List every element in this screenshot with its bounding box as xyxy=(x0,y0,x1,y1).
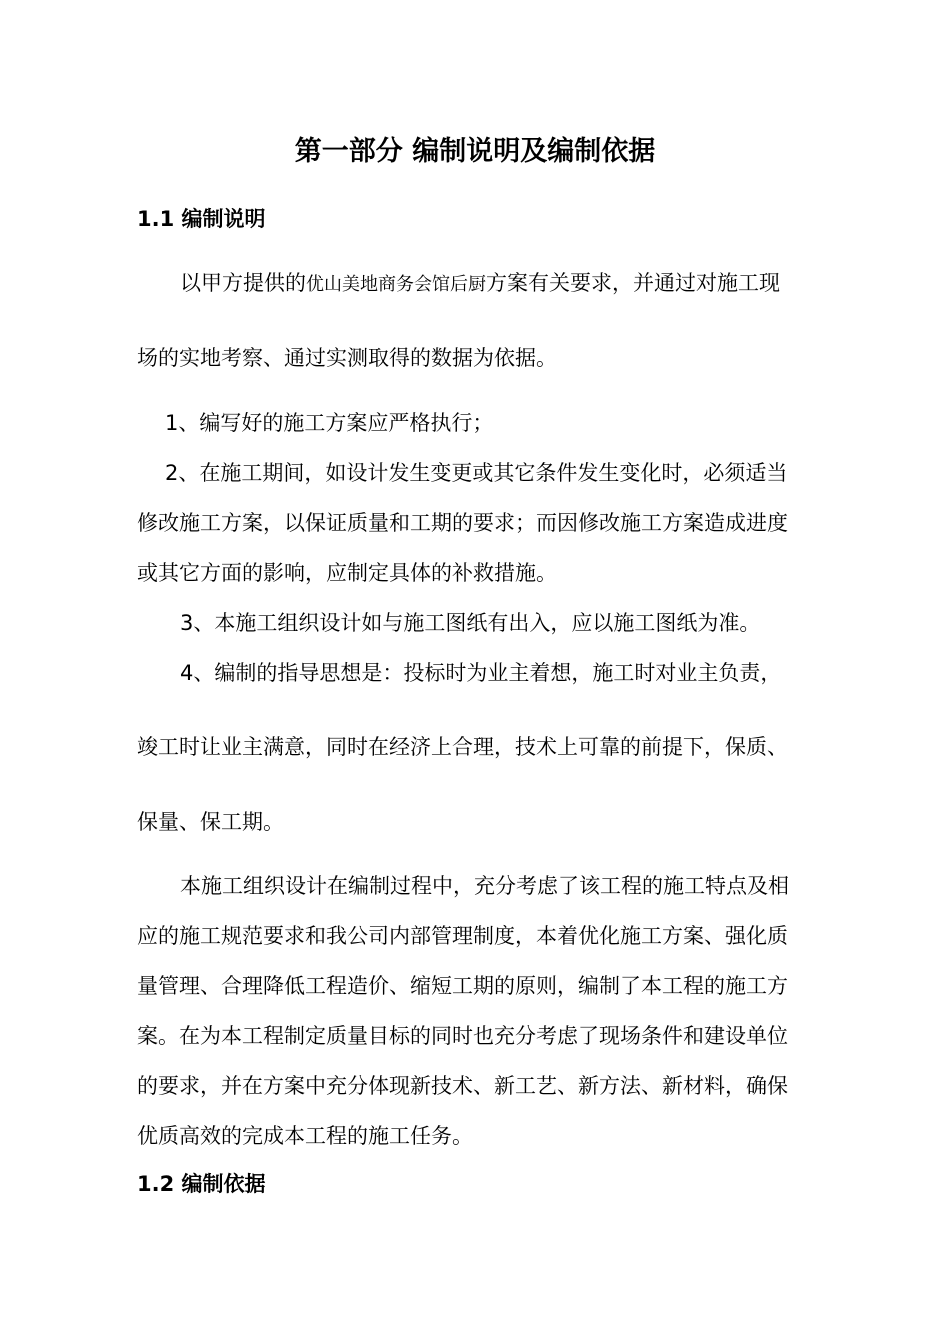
paragraph-line-4: 案。在为本工程制定质量目标的同时也充分考虑了现场条件和建设单位 xyxy=(137,1024,788,1048)
section-heading-1-1: 1.1 编制说明 xyxy=(137,207,266,231)
paragraph-line-2: 应的施工规范要求和我公司内部管理制度，本着优化施工方案、强化质 xyxy=(137,924,788,948)
list-item-4-line-2: 竣工时让业主满意，同时在经济上合理，技术上可靠的前提下，保质、 xyxy=(137,735,788,759)
intro-line-1 xyxy=(180,268,880,300)
paragraph-line-5: 的要求，并在方案中充分体现新技术、新工艺、新方法、新材料，确保 xyxy=(137,1074,788,1098)
intro-text-start: 以甲方提供的 xyxy=(180,271,306,295)
section-heading-1-2: 1.2 编制依据 xyxy=(137,1172,266,1196)
project-name: 优山美地商务会馆后厨 xyxy=(306,274,486,295)
list-item-1: 1、编写好的施工方案应严格执行； xyxy=(165,411,494,435)
intro-line-2: 场的实地考察、通过实测取得的数据为依据。 xyxy=(137,346,557,370)
list-item-2-line-1: 2、在施工期间，如设计发生变更或其它条件发生变化时，必须适当 xyxy=(165,461,788,485)
paragraph-line-6: 优质高效的完成本工程的施工任务。 xyxy=(137,1124,473,1148)
page-title: 第一部分 编制说明及编制依据 xyxy=(294,136,656,167)
list-item-4-line-1: 4、编制的指导思想是：投标时为业主着想，施工时对业主负责， xyxy=(180,661,782,685)
list-item-2-line-3: 或其它方面的影响，应制定具体的补救措施。 xyxy=(137,561,557,585)
paragraph-line-1: 本施工组织设计在编制过程中，充分考虑了该工程的施工特点及相 xyxy=(180,874,789,898)
paragraph-line-3: 量管理、合理降低工程造价、缩短工期的原则，编制了本工程的施工方 xyxy=(137,974,788,998)
list-item-4-line-3: 保量、保工期。 xyxy=(137,810,284,834)
list-item-3: 3、本施工组织设计如与施工图纸有出入，应以施工图纸为准。 xyxy=(180,611,761,635)
list-item-2-line-2: 修改施工方案，以保证质量和工期的要求；而因修改施工方案造成进度 xyxy=(137,511,788,535)
intro-text-end: 方案有关要求，并通过对施工现 xyxy=(486,271,780,295)
